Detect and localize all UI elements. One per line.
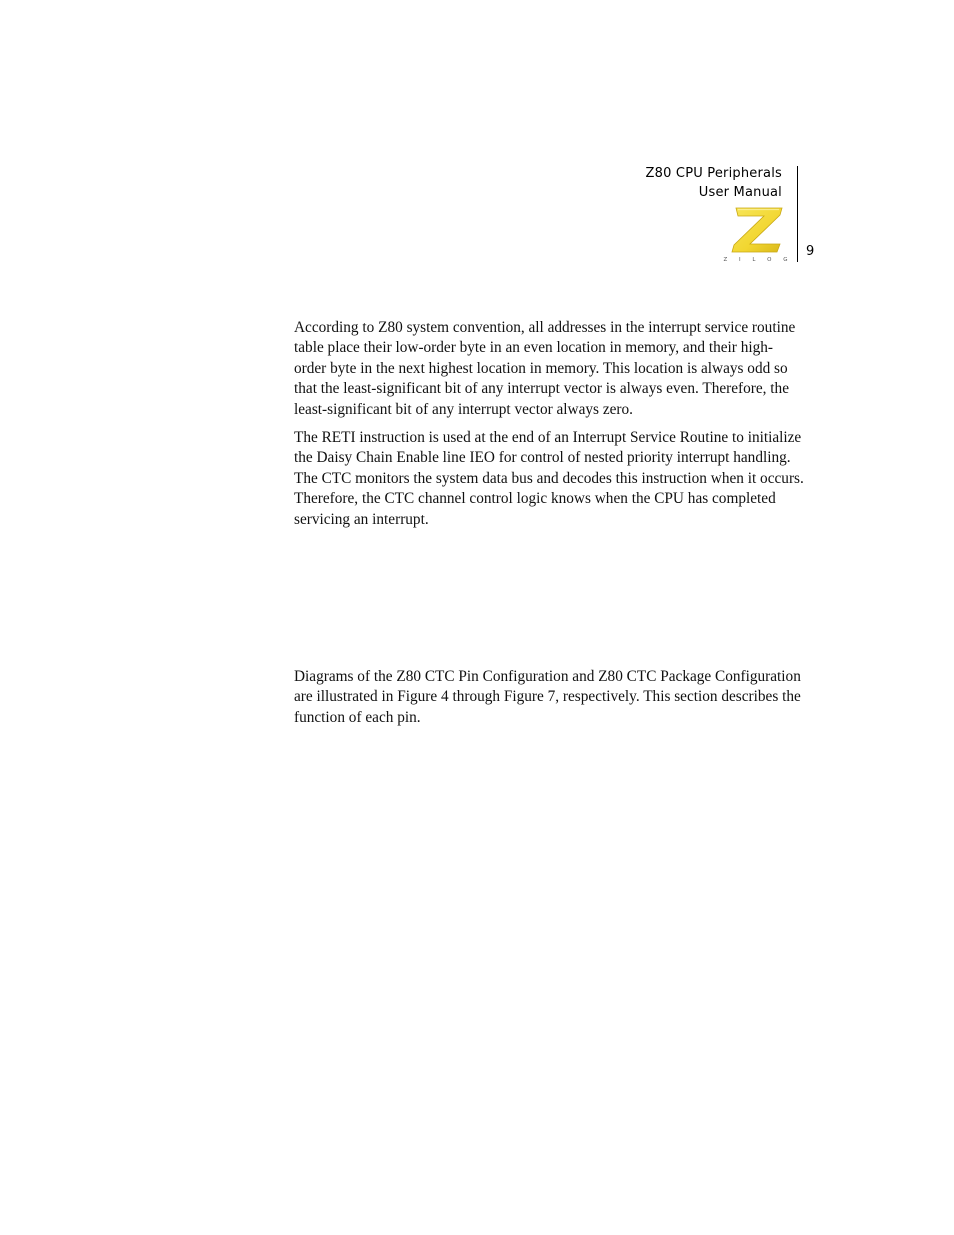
paragraph-interrupt-vector: According to Z80 system convention, all addresses in the interrupt service routine table place their low-order byte in an even location in memory, and their high-order byte in the next highest location in memory. This location is always odd so that the least-significant bit of any interrupt vector is always even. Therefore, the least-significant bit of any interrupt vector always zero.: [294, 319, 796, 418]
header-divider: [797, 166, 798, 262]
zilog-logo-icon: [723, 205, 793, 263]
paragraph-reti-instruction: The RETI instruction is used at the end of an Interrupt Service Routine to initialize the Daisy Chain Enable line IEO for control of nested priority interrupt handling. The CTC monitors the system data bus and decodes this instruction when it occurs. Therefore, the CTC channel control logic knows when the CPU has completed servicing an interrupt.: [294, 429, 804, 528]
paragraph-pin-description: Diagrams of the Z80 CTC Pin Configuration and Z80 CTC Package Configuration are illustrated in Figure 4 through Figure 7, respectively. This section describes the function of each pin.: [294, 668, 801, 726]
header-title-line1: Z80 CPU Peripherals: [645, 166, 782, 181]
zilog-wordmark: Z I L O G: [723, 257, 793, 263]
header-title-line2: User Manual: [698, 185, 782, 200]
running-header: [646, 164, 782, 202]
page-number: 9: [806, 244, 815, 259]
